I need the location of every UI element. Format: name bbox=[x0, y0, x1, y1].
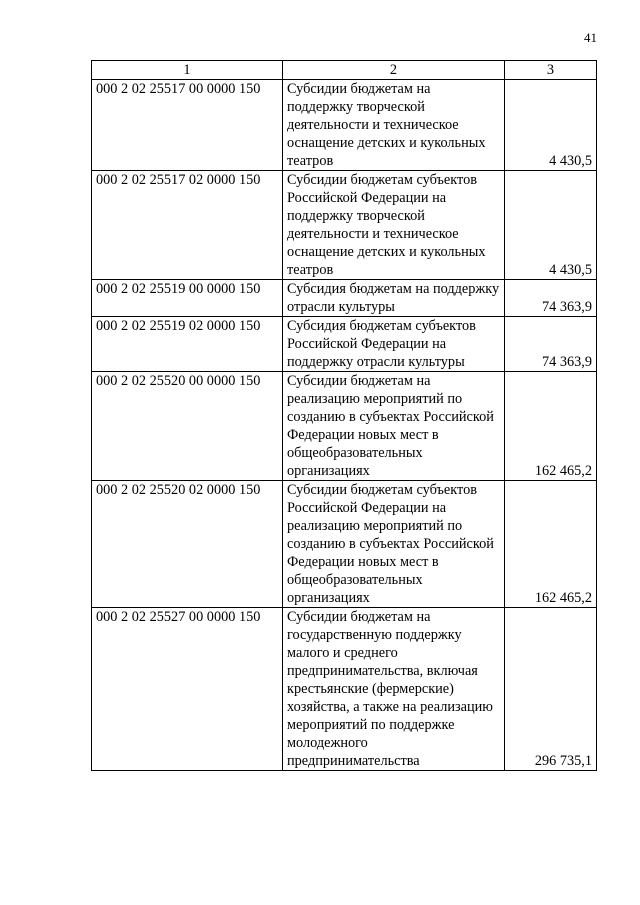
budget-name-cell: Субсидия бюджетам на поддержку отрасли культуры bbox=[283, 280, 505, 317]
table-row bbox=[92, 171, 597, 280]
budget-amount-cell: 4 430,5 bbox=[505, 171, 597, 280]
table-row bbox=[92, 372, 597, 481]
column-header-2: 2 bbox=[283, 61, 505, 80]
budget-amount-cell: 74 363,9 bbox=[505, 317, 597, 372]
budget-code-cell: 000 2 02 25517 00 0000 150 bbox=[92, 80, 283, 171]
budget-name-cell: Субсидии бюджетам на реализацию мероприятий по созданию в субъектах Российской Федерации новых мест в общеобразовательных организациях bbox=[283, 372, 505, 481]
budget-code-cell: 000 2 02 25520 02 0000 150 bbox=[92, 481, 283, 608]
table-row bbox=[92, 280, 597, 317]
table-header-row bbox=[92, 61, 597, 80]
budget-code-cell: 000 2 02 25519 00 0000 150 bbox=[92, 280, 283, 317]
table-row bbox=[92, 608, 597, 771]
budget-revenue-table bbox=[91, 60, 597, 771]
budget-code-cell: 000 2 02 25527 00 0000 150 bbox=[92, 608, 283, 771]
budget-code-cell: 000 2 02 25520 00 0000 150 bbox=[92, 372, 283, 481]
budget-code-cell: 000 2 02 25517 02 0000 150 bbox=[92, 171, 283, 280]
budget-code-cell: 000 2 02 25519 02 0000 150 bbox=[92, 317, 283, 372]
table-row bbox=[92, 80, 597, 171]
budget-amount-cell: 74 363,9 bbox=[505, 280, 597, 317]
budget-name-cell: Субсидия бюджетам субъектов Российской Федерации на поддержку отрасли культуры bbox=[283, 317, 505, 372]
budget-amount-cell: 4 430,5 bbox=[505, 80, 597, 171]
budget-amount-cell: 296 735,1 bbox=[505, 608, 597, 771]
budget-name-cell: Субсидии бюджетам субъектов Российской Федерации на реализацию мероприятий по созданию в субъектах Российской Федерации новых мест в общеобразовательных организациях bbox=[283, 481, 505, 608]
table-row bbox=[92, 481, 597, 608]
budget-amount-cell: 162 465,2 bbox=[505, 372, 597, 481]
budget-name-cell: Субсидии бюджетам на поддержку творческой деятельности и техническое оснащение детских и кукольных театров bbox=[283, 80, 505, 171]
page-number: 41 bbox=[584, 30, 597, 45]
budget-amount-cell: 162 465,2 bbox=[505, 481, 597, 608]
column-header-3: 3 bbox=[505, 61, 597, 80]
budget-name-cell: Субсидии бюджетам на государственную поддержку малого и среднего предпринимательства, включая крестьянские (фермерские) хозяйства, а также на реализацию мероприятий по поддержке молодежного предпринимательства bbox=[283, 608, 505, 771]
budget-name-cell: Субсидии бюджетам субъектов Российской Федерации на поддержку творческой деятельности и техническое оснащение детских и кукольных театров bbox=[283, 171, 505, 280]
table-row bbox=[92, 317, 597, 372]
column-header-1: 1 bbox=[92, 61, 283, 80]
